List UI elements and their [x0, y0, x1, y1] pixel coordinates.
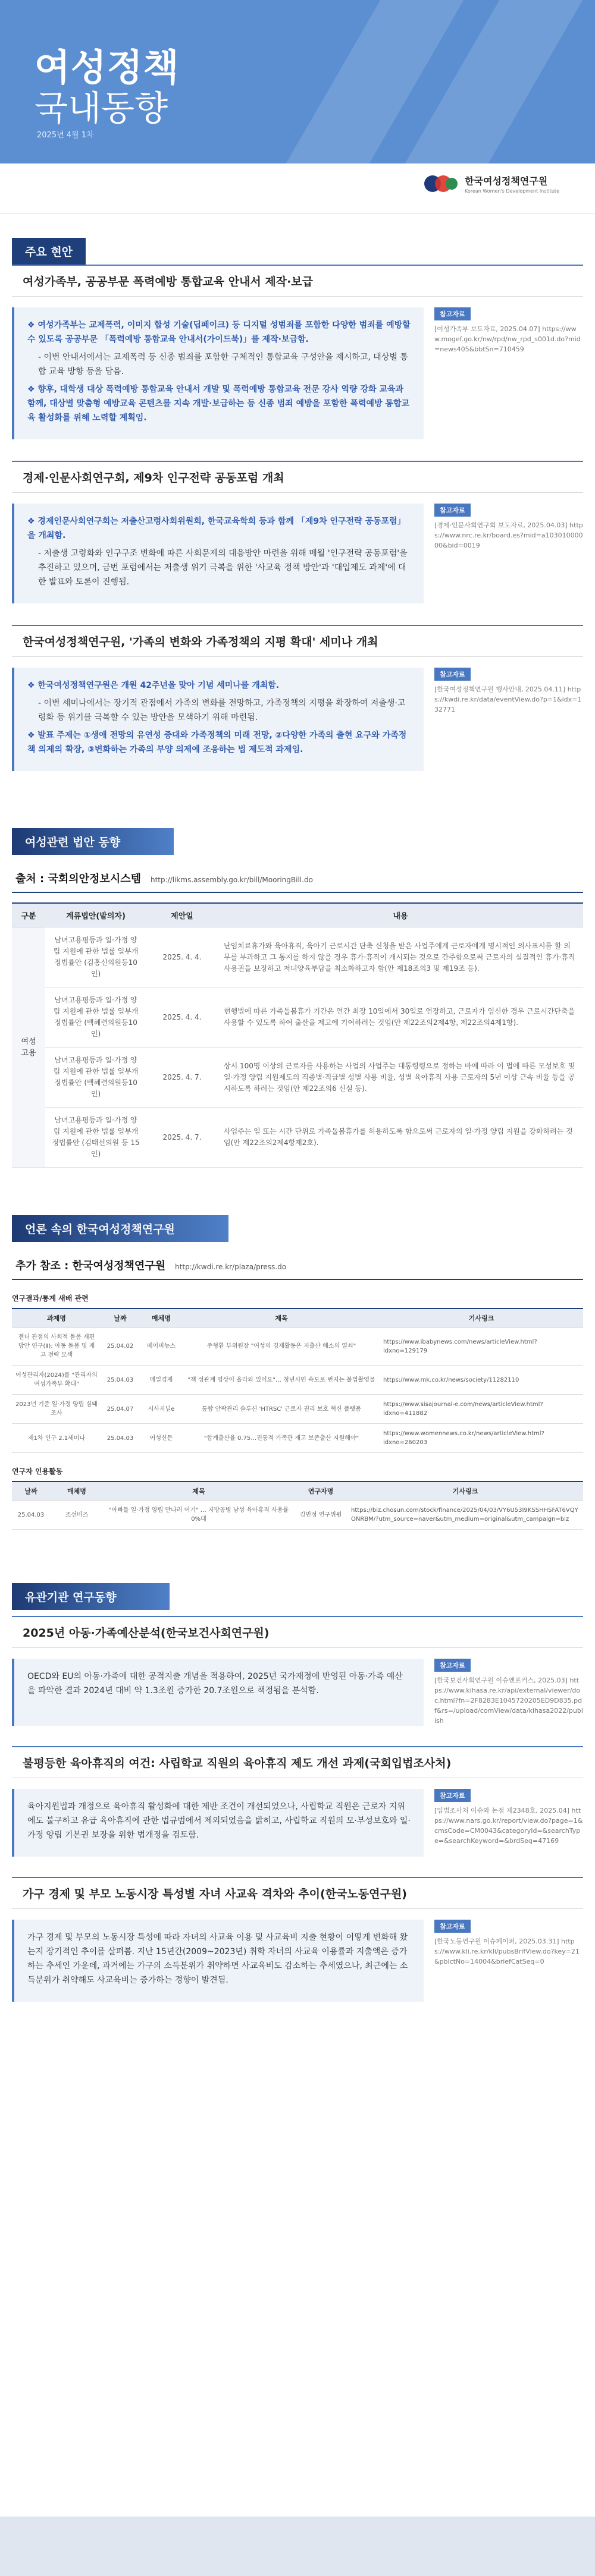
col-header: 내용 [218, 903, 583, 927]
section-tag-research: 유관기관 연구동향 [12, 1583, 170, 1610]
content-cell: 난임치료휴가와 육아휴직, 육아기 근로시간 단축 신청을 받은 사업주에게 근로자에게 명시적인 의사표시를 할 의무를 부과하고 그 통지를 하지 않을 경우 휴가·휴직이 개시되는 것으로 간주함으로써 근로자의 실질적인 휴가·휴직 사용권을 보장하고 저녀양육부담을 최소화하고자 함(안 제18조의3 및 제19조 등). [218, 927, 583, 987]
press-source-row [12, 1251, 583, 1280]
media-cell: 여성신문 [139, 1424, 183, 1453]
section-tag-issues: 주요 현안 [12, 238, 86, 265]
col-header: 과제명 [12, 1309, 101, 1328]
reference-label: 참고자료 [434, 1920, 471, 1933]
topic-title: 2025년 아동·가족예산분석(한국보건사회연구원) [12, 1616, 583, 1648]
col-header: 연구자명 [294, 1482, 347, 1501]
col-header: 기사링크 [380, 1309, 583, 1328]
col-header: 매체명 [50, 1482, 104, 1501]
staff-media-table [12, 1481, 583, 1530]
issue-date: 2025년 4월 1차 [37, 131, 94, 140]
source-url-link[interactable]: http://kwdi.re.kr/plaza/press.do [175, 1263, 287, 1271]
hero-banner [0, 0, 595, 163]
table-row [12, 1328, 583, 1366]
date-cell: 25.04.03 [12, 1501, 50, 1530]
media-cell: 베이비뉴스 [139, 1328, 183, 1366]
paragraph: 육아지원법과 개정으로 육아휴직 활성화에 대한 제반 조건이 개선되었으나, 사립학교 직원은 근로자 지위에도 불구하고 유급 육아휴직에 관한 법규범에서 제외되었음을 밝히고, 사립학교 직원의 모·부성보호와 일·가정 양립 기본권 보장을 위한 법개정을 검토함. [27, 1802, 411, 1840]
kwdi-logo[interactable] [424, 172, 559, 196]
col-header: 계류법안(발의자) [45, 903, 146, 927]
headline-cell: 주형환 부위원장 "여성의 경제활동은 저출산 해소의 열쇠" [183, 1328, 380, 1366]
logo-text-en: Korean Women's Development Institute [465, 188, 559, 194]
reference-label: 참고자료 [434, 307, 471, 320]
issue-topic-3 [0, 625, 595, 771]
date-cell: 2025. 4. 4. [146, 987, 218, 1048]
media-cell: 조선비즈 [50, 1501, 104, 1530]
paragraph: OECD와 EU의 아동·가족에 대한 공적지출 개념을 적용하여, 2025년 국가재정에 반영된 아동·가족 예산을 파악한 결과 2024년 대비 약 1.3조원 증가한 20.7조원으로 책정됨을 분석함. [27, 1672, 403, 1696]
table-row [12, 1424, 583, 1453]
date-cell: 25.04.03 [101, 1424, 139, 1453]
date-cell: 2025. 4. 7. [146, 1048, 218, 1108]
source-url-link[interactable]: http://likms.assembly.go.kr/bill/MooringBill.do [151, 876, 313, 884]
reference-label: 참고자료 [434, 504, 471, 517]
bill-cell: 남녀고용평등과 일·가정 양립 지원에 관한 법률 일부개정법률안 (김홍신의원등10인) [45, 927, 146, 987]
article-link[interactable]: https://biz.chosun.com/stock/finance/2025/04/03/VY6U53I9KSSHHSFAT6VQYONRBM/?utm_source=naver&utm_medium=original&utm_campaign=biz [347, 1501, 583, 1530]
logo-mark-icon [424, 172, 459, 196]
staff-citation-title: 연구자 인용활동 [12, 1467, 63, 1476]
col-header: 기사링크 [347, 1482, 583, 1501]
date-cell: 2025. 4. 7. [146, 1108, 218, 1168]
col-header: 매체명 [139, 1309, 183, 1328]
researcher-cell: 김민정 연구위원 [294, 1501, 347, 1530]
topic-title: 경제·인문사회연구회, 제9차 인구전략 공동포럼 개최 [12, 461, 583, 493]
date-cell: 25.04.03 [101, 1366, 139, 1395]
headline-cell: 통합 안팍관리 솔루션 'HTRSC' 근로자 권리 보호 혁신 플랫폼 [183, 1395, 380, 1424]
task-cell: 2023년 기준 일·가정 양립 실태조사 [12, 1395, 101, 1424]
topic-title: 여성가족부, 공공부문 폭력예방 통합교육 안내서 제작·보급 [12, 265, 583, 297]
date-cell: 25.04.02 [101, 1328, 139, 1366]
research-media-table [12, 1308, 583, 1453]
paragraph: - 저출생 고령화와 인구구조 변화에 따른 사회문제의 대응방안 마련을 위해 매월 '인구전략 공동포럼'을 추진하고 있으며, 금번 포럼에서는 저출생 위기 극복을 위한 '사교육 정책 방안'과 '대입제도 과제'에 대한 발표와 토론이 진행됨. [38, 549, 408, 587]
media-cell: 매일경제 [139, 1366, 183, 1395]
paragraph: - 이번 안내서에서는 교제폭력 등 신종 범죄를 포함한 구체적인 통합교육 구성안을 제시하고, 대상별 통합 교육 방향 등을 담음. [38, 353, 408, 376]
col-header: 제안일 [146, 903, 218, 927]
task-cell: 젠더 관점의 사회적 돌봄 재편방안 연구(Ⅱ): 아동 돌봄 및 재고 전략 모색 [12, 1328, 101, 1366]
research-topic-3 [0, 1877, 595, 2002]
headline-cell: "아빠들 일·가정 양립 만나러 여기" … 지방공병 남성 육아휴직 사용률 0%대 [104, 1501, 294, 1530]
table-row [12, 1108, 583, 1168]
table-row [12, 1366, 583, 1395]
reference-link[interactable]: [여성가족부 보도자료, 2025.04.07] https://www.mogef.go.kr/nw/rpd/nw_rpd_s001d.do?mid=news405&bbtSn=710459 [434, 325, 581, 353]
footer-band [0, 2517, 595, 2576]
reference-link[interactable]: [한국노동연구원 이슈페이퍼, 2025.03.31] https://www.kli.re.kr/kli/pubsBrifView.do?key=21&pblctNo=14004&briefCatSeq=0 [434, 1937, 580, 1965]
hero-title-line2: 국내동향 [35, 88, 168, 128]
reference-link[interactable]: [경제·인문사회연구회 보도자료, 2025.04.03] https://www.nrc.re.kr/board.es?mid=a10301000000&bid=0019 [434, 521, 583, 549]
paragraph: ❖ 여성가족부는 교제폭력, 이미지 합성 기술(딥페이크) 등 디지털 성범죄를 포함한 다양한 범죄를 예방할 수 있도록 공공부문 「폭력예방 통합교육 안내서(가이드북)」를 제작·보급함. [27, 320, 411, 344]
paragraph: - 이번 세미나에서는 장기적 관점에서 가족의 변화를 전망하고, 가족정책의 지평을 확장하여 저출생·고령화 등 위기를 극복할 수 있는 방안을 모색하기 위해 마련됨. [38, 699, 406, 722]
col-header: 날짜 [101, 1309, 139, 1328]
task-cell: 제1차 인구 2.1세미나 [12, 1424, 101, 1453]
source-label: 추가 참조 : 한국여성정책연구원 [15, 1260, 166, 1272]
reference-label: 참고자료 [434, 1659, 471, 1672]
col-header: 제목 [104, 1482, 294, 1501]
content-cell: 사업주는 일 또는 시간 단위로 가족돌봄휴가를 허용하도록 함으로써 근로자의 일·가정 양립 지원을 강화하려는 것임(안 제22조의2제4항제2호). [218, 1108, 583, 1168]
media-cell: 시사저널e [139, 1395, 183, 1424]
article-link[interactable]: https://www.mk.co.kr/news/society/11282110 [380, 1366, 583, 1395]
paragraph: ❖ 경제인문사회연구회는 저출산고령사회위원회, 한국교육학회 등과 함께 「제9차 인구전략 공동포럼」을 개최함. [27, 517, 406, 540]
paragraph: 가구 경제 및 부모의 노동시장 특성에 따라 자녀의 사교육 이용 및 사교육비 지출 현황이 어떻게 변화해 왔는지 장기적인 추이를 살펴봄. 지난 15년간(2009~2023년) 취학 자녀의 사교육 이용률과 지출액은 증가하는 추세인 가운데, 과거에는 가구의 소득분위가 취약하면 사교육비도 감소하는 추세였으나, 최근에는 소득분위가 취약해도 사교육비는 증가하는 경향이 발견됨. [27, 1933, 408, 1985]
article-link[interactable]: https://www.sisajournal-e.com/news/articleView.html?idxno=411882 [380, 1395, 583, 1424]
hero-title-line1: 여성정책 [35, 46, 180, 89]
content-cell: 현행법에 따른 가족돌봄휴가 기간은 연간 최장 10일에서 30일로 연장하고, 근로자가 임신한 경우 근로시간단축을 사용할 수 있도록 하여 출산을 제고에 기여하려는 것임(안 제22조의2제4항, 제22조의4제1항). [218, 987, 583, 1048]
col-header: 날짜 [12, 1482, 50, 1501]
logo-text-ko: 한국여성정책연구원 [465, 175, 548, 187]
reference-link[interactable]: [입법조사처 이슈와 논점 제2348호, 2025.04] https://www.nars.go.kr/report/view.do?page=1&cmsCode=CM0043&categoryId=&searchType=&searchKeyword=&brdSeq=47169 [434, 1807, 583, 1845]
task-cell: 여성관리자(2024)를 "관리자의 여성가족부 확대" [12, 1366, 101, 1395]
reference-link[interactable]: [한국여성정책연구원 행사안내, 2025.04.11] https://kwdi.re.kr/data/eventView.do?p=1&idx=132771 [434, 685, 582, 713]
reference-label: 참고자료 [434, 668, 471, 681]
law-table [12, 902, 583, 1168]
issue-topic-1 [0, 265, 595, 439]
paragraph: ❖ 한국여성정책연구원은 개원 42주년을 맞아 기념 세미나를 개최함. [27, 681, 280, 690]
table-row [12, 987, 583, 1048]
topic-title: 가구 경제 및 부모 노동시장 특성별 자녀 사교육 격차와 추이(한국노동연구원) [12, 1877, 583, 1909]
table-row [12, 1048, 583, 1108]
topic-title: 한국여성정책연구원, '가족의 변화와 가족정책의 지평 확대' 세미나 개최 [12, 625, 583, 657]
paragraph: ❖ 발표 주제는 ①생애 전망의 유연성 증대와 가족정책의 미래 전망, ②다양한 가족의 출현 요구와 가족정책 의제의 확장, ③변화하는 가족의 부양 의제에 조응하는 법 제도적 과제임. [27, 731, 407, 754]
table-row [12, 1501, 583, 1530]
source-label: 출처 : 국회의안정보시스템 [15, 873, 141, 885]
topic-title: 불평등한 육아휴직의 여건: 사립학교 직원의 육아휴직 제도 개선 과제(국회입법조사처) [12, 1746, 583, 1778]
law-source-row [12, 864, 583, 893]
bill-cell: 남녀고용평등과 일·가정 양립 지원에 관한 법률 일부개정법률안 (백혜련의원등10인) [45, 1048, 146, 1108]
headline-cell: "책 성관계 영상이 올라와 있어요"… 청년시민 속도로 번지는 불법촬영물 [183, 1366, 380, 1395]
date-cell: 2025. 4. 4. [146, 927, 218, 987]
reference-link[interactable]: [한국보건사회연구원 이슈앤포커스, 2025.03] https://www.kihasa.re.kr/api/external/viewer/doc.html?fn=2F8283E1045720205ED9D835.pdf&rs=/upload/comView/data/kihasa2022/publish [434, 1677, 583, 1725]
logo-bar [0, 163, 595, 214]
date-cell: 25.04.07 [101, 1395, 139, 1424]
reference-label: 참고자료 [434, 1789, 471, 1802]
col-header: 제목 [183, 1309, 380, 1328]
bill-cell: 남녀고용평등과 일·가정 양립 지원에 관한 법률 일부개정법률안 (백혜련의원등10인) [45, 987, 146, 1048]
table-row [12, 927, 583, 987]
table-row [12, 1395, 583, 1424]
research-topic-1 [0, 1616, 595, 1726]
article-link[interactable]: https://www.ibabynews.com/news/articleView.html?idxno=129179 [380, 1328, 583, 1366]
content-cell: 상시 100명 이상의 근로자를 사용하는 사업의 사업주는 대통령령으로 정하는 바에 따라 이 법에 따른 모성보호 및 일·가정 양립 지원제도의 직종별·직급별 성별 사용 비율, 성별 육아휴직 사용 근로자의 5년 이상 근속 비율 등을 공시하도록 하려는 것임(안 제22조의6 신설 등). [218, 1048, 583, 1108]
category-cell: 여성 고용 [12, 927, 45, 1168]
issue-topic-2 [0, 461, 595, 603]
research-topic-2 [0, 1746, 595, 1857]
col-header: 구분 [12, 903, 45, 927]
headline-cell: "합계출산율 0.75…진통적 가족관 재고 보존출산 지원해야" [183, 1424, 380, 1453]
paragraph: ❖ 향후, 대학생 대상 폭력예방 통합교육 안내서 개발 및 폭력예방 통합교육 전문 강사 역량 강화 교육과 함께, 대상별 맞춤형 예방교육 콘텐츠를 지속 개발·보급하는 등 신종 범죄 예방을 포함한 폭력예방 통합교육 활성화를 위해 노력할 계획임. [27, 385, 410, 423]
research-results-title: 연구결과/통계 새배 관련 [12, 1294, 89, 1303]
bill-cell: 남녀고용평등과 일·가정 양립 지원에 관한 법률 일부개정법률안 (김태선의원 등 15인) [45, 1108, 146, 1168]
article-link[interactable]: https://www.womennews.co.kr/news/articleView.html?idxno=260203 [380, 1424, 583, 1453]
section-tag-law: 여성관련 법안 동향 [12, 828, 174, 855]
section-tag-press: 언론 속의 한국여성정책연구원 [12, 1215, 228, 1242]
